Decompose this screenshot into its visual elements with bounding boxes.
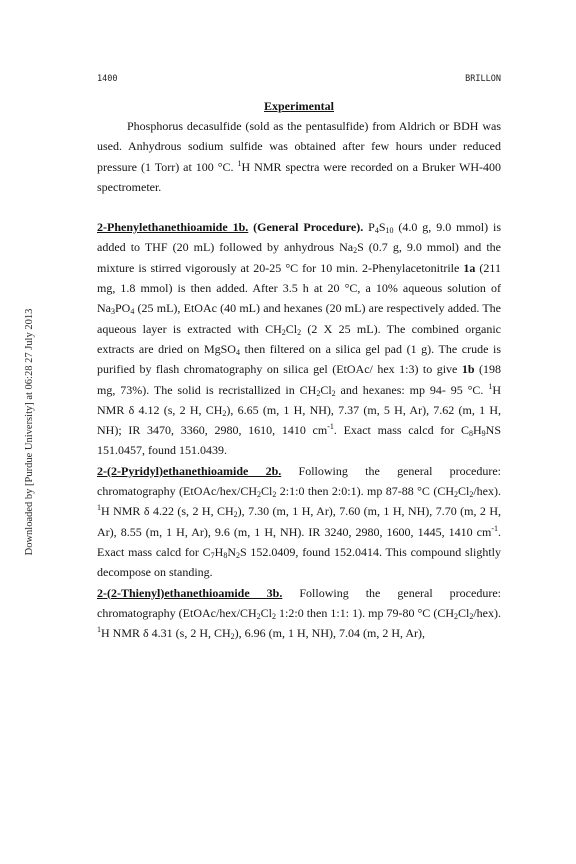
compound-ref: 1a	[463, 260, 476, 275]
text-run: /hex).	[473, 484, 501, 499]
text-run: (2 X 25 mL). The combined organic extracts are dried on MgSO	[97, 321, 501, 356]
subscript: 2	[454, 490, 458, 500]
compound-title: 2-Phenylethanethioamide 1b.	[97, 220, 249, 235]
text-run: S	[378, 220, 386, 235]
text-run: H NMR spectra were recorded on a Bruker WH-400 spectrometer.	[97, 159, 501, 194]
subscript: 2	[316, 388, 321, 398]
text-run: Cl	[320, 382, 332, 397]
procedure-subtitle: (General Procedure).	[248, 220, 364, 235]
section-heading: Experimental	[264, 99, 334, 113]
text-run: PO	[115, 301, 131, 316]
text-run: N	[227, 544, 236, 559]
subscript: 2	[469, 611, 474, 621]
superscript: 1	[237, 158, 242, 168]
subscript: 2	[272, 611, 276, 621]
subscript: 2	[454, 611, 458, 621]
subscript: 2	[236, 550, 240, 560]
text-run: S 152.0409, found 152.0414. This compound slightly decompose on standing.	[97, 544, 501, 580]
paragraph-gap	[97, 197, 501, 217]
subscript: 2	[297, 327, 302, 337]
text-run: S (0.7 g, 9.0 mmol) and the mixture is stirred vigorously at 20-25 °C for 10 min. 2-Phenylacetonitrile	[97, 240, 501, 275]
text-run: Cl	[458, 484, 470, 499]
article-body	[97, 96, 501, 643]
text-run: (25 mL), EtOAc (40 mL) and hexanes (20 mL) are respectively added. The aqueous layer is extracted with CH	[97, 301, 501, 336]
superscript: 1	[488, 381, 493, 391]
procedure-1b	[97, 217, 501, 461]
subscript: 2	[257, 490, 262, 500]
superscript: -1	[327, 422, 334, 432]
text-run: Cl	[285, 321, 298, 336]
procedure-2b	[97, 461, 501, 583]
compound-ref: 1b	[461, 362, 475, 377]
text-run: (4.0 g, 9.0 mmol) is added to THF (20 mL) followed by anhydrous Na	[97, 220, 502, 255]
subscript: 2	[230, 632, 235, 642]
text-run: Cl	[458, 605, 470, 620]
text-run: . Exact mass calcd for C	[333, 423, 469, 438]
text-run: ), 6.65 (m, 1 H, NH), 7.37 (m, 5 H, Ar), 7.62 (m, 1 H, NH); IR 3470, 3360, 2980, 1610, 1410 cm	[97, 402, 501, 438]
subscript: 4	[374, 226, 379, 236]
subscript: 2	[233, 510, 238, 520]
subscript: 9	[481, 429, 486, 439]
compound-title: 2-(2-Pyridyl)ethanethioamide 2b.	[97, 463, 282, 478]
compound-title: 2-(2-Thienyl)ethanethioamide 3b.	[97, 585, 283, 600]
subscript: 8	[223, 550, 228, 560]
text-run: (198 mg, 73%). The solid is recristallized in CH	[97, 362, 501, 397]
text-run: Cl	[260, 605, 272, 620]
intro-paragraph	[97, 116, 501, 197]
subscript: 7	[210, 550, 215, 560]
subscript: 8	[468, 429, 473, 439]
text-run: H	[472, 423, 482, 438]
superscript: -1	[491, 523, 498, 533]
text-run: then filtered on a silica gel pad (1 g). The crude is purified by flash chromatography on silica gel (EtOAc/ hex 1:3) to give	[97, 341, 501, 377]
text-run: (211 mg, 1.8 mmol) is then added. After 3.5 h at 20 °C, a 10% aqueous solution of Na	[97, 260, 501, 316]
text-run: H NMR δ 4.31 (s, 2 H, CH	[101, 626, 231, 641]
text-run: NS 151.0457, found 151.0439.	[97, 423, 501, 458]
subscript: 3	[111, 307, 115, 317]
subscript: 4	[130, 307, 135, 317]
text-run: Following the general procedure: chromatography (EtOAc/hex/CH	[97, 585, 501, 620]
text-run: 2:1:0 then 2:0:1). mp 87-88 °C (CH	[276, 484, 454, 499]
text-run: and hexanes: mp 94- 95 °C.	[335, 382, 489, 397]
superscript: 1	[97, 625, 101, 635]
subscript: 2	[272, 490, 277, 500]
running-author: BRILLON	[465, 74, 501, 84]
subscript: 2	[256, 611, 261, 621]
subscript: 4	[235, 347, 240, 357]
text-run: Phosphorus decasulfide (sold as the pentasulfide) from Aldrich or BDH was used. Anhydrous sodium sulfide was obtained after few hours under reduced pressure (1 Torr) at 100 °C.	[97, 119, 501, 174]
subscript: 2	[331, 388, 336, 398]
text-run: H NMR δ 4.22 (s, 2 H, CH	[101, 504, 234, 519]
text-run: /hex).	[473, 605, 501, 620]
text-run: ), 7.30 (m, 1 H, Ar), 7.60 (m, 1 H, NH), 7.70 (m, 2 H, Ar), 8.55 (m, 1 H, Ar), 9.6 (m, 1 H, NH). IR 3240, 2980, 1600, 1445, 1410 cm	[97, 504, 501, 539]
procedure-3b	[97, 583, 501, 644]
text-run: P	[363, 220, 375, 235]
subscript: 2	[469, 490, 474, 500]
subscript: 10	[385, 226, 394, 236]
text-run: H	[214, 544, 224, 559]
page-number: 1400	[97, 74, 118, 84]
text-run: H NMR δ 4.12 (s, 2 H, CH	[97, 382, 501, 417]
subscript: 2	[353, 246, 358, 256]
subscript: 2	[222, 408, 227, 418]
download-notice-text: Downloaded by [Purdue University] at 06:28 27 July 2013	[24, 308, 35, 556]
text-run: Cl	[261, 484, 273, 499]
superscript: 1	[97, 503, 101, 513]
subscript: 2	[281, 327, 286, 337]
text-run: Following the general procedure: chromatography (EtOAc/hex/CH	[97, 463, 501, 499]
text-run: 1:2:0 then 1:1: 1). mp 79-80 °C (CH	[276, 605, 454, 620]
text-run: ), 6.96 (m, 1 H, NH), 7.04 (m, 2 H, Ar),	[234, 626, 425, 641]
text-run: . Exact mass calcd for C	[97, 524, 501, 559]
